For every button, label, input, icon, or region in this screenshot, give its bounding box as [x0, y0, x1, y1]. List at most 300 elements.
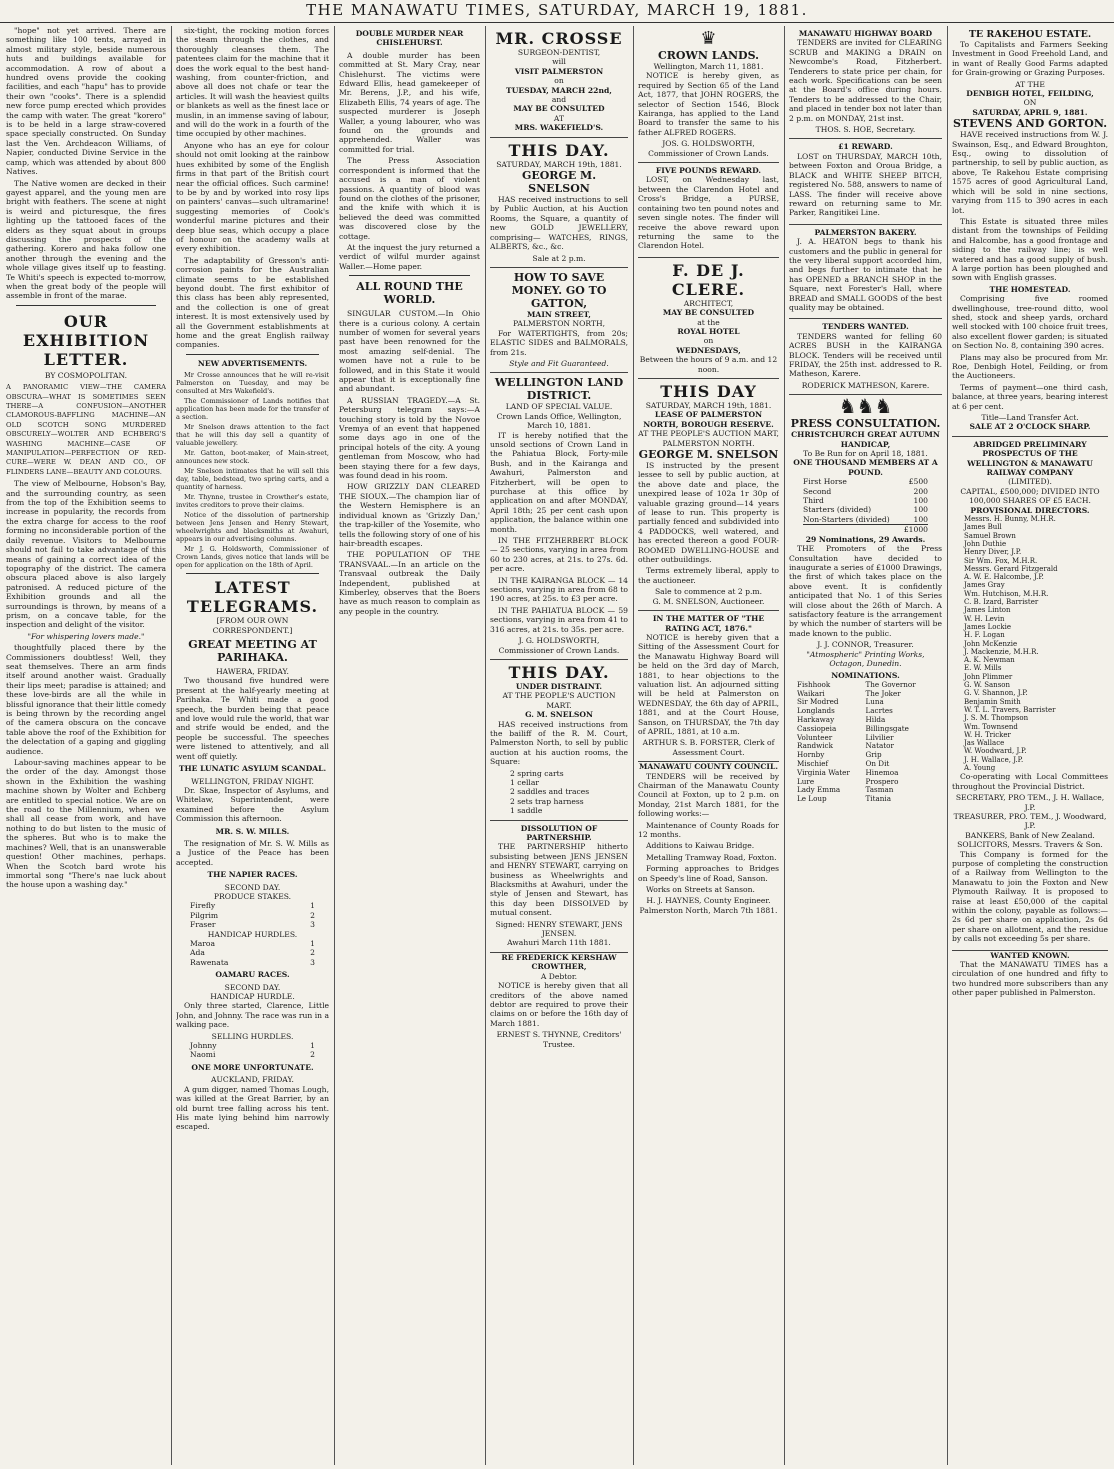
ad-summary: The Commissioner of Lands notifies that application has been made for the transfer of a section. [176, 397, 329, 422]
five-pounds-reward-ad [638, 163, 779, 258]
ad-body: HAS received instructions from the bailiff of the R. M. Court, Palmerston North, to sell by public auction at his auction rooms, the Square: [490, 719, 628, 767]
signer: ARTHUR S. B. FORSTER, Clerk of Assessment Court. [642, 738, 775, 757]
ad-body: TENDERS are invited for CLEARING SCRUB and MAKING a DRAIN on Newcombe's Road, Fitzherbert. Tenderers to state price per chain, for each work. Specifications can be seen at the Board's office during hours. Tenders to be addressed to the Chair, and placed in tender box not later than 2 p.m. on MONDAY, 21st inst. [789, 38, 942, 123]
column-rule [947, 26, 948, 1465]
clere-name: F. DE J. CLERE. [671, 260, 746, 299]
signer-role: Commissioner of Crown Lands. [648, 148, 769, 158]
article-paragraph: Anyone who has an eye for colour should not omit looking at the rainbow hues exhibited by some of the English firms in that part of the British court near the official offices. Such carmine! to be by and by worked into rosy lips on painters' canvas—such ultramarine! suggesting memories of Cook's wonderful marine pictures and their deep blue seas, which occupy a place of honour on the academy walls at every exhibition. [176, 140, 329, 254]
work-item: Forming approaches to Bridges on Speedy's line of Road, Sanson. [638, 864, 779, 883]
nomination: Titania [865, 794, 891, 804]
ad-body: This Estate is situated three miles distant from the townships of Feilding and Halcombe, has a good frontage and siding to the railway line; is well watered and has a good supply of bush. A large portion has been ploughed and sown with English grasses. [952, 216, 1108, 283]
nomination: Prospero [865, 776, 899, 786]
nomination: Le Loup [797, 794, 827, 804]
prize-table [789, 477, 942, 534]
ad-body: Terms of payment—one third cash, balance, at three years, bearing interest at 6 per cent. [952, 382, 1108, 411]
land-block: IN THE FITZHERBERT BLOCK — 25 sections, varying in area from 60 to 230 acres, at 21s. to 27s. 6d. per acre. [490, 536, 628, 574]
meeting-heading: GREAT MEETING AT PARIHAKA. [188, 638, 317, 665]
column-6 [789, 26, 942, 1465]
director: C. B. Izard, Barrister [964, 598, 1039, 607]
signer: H. J. HAYNES, County Engineer. [646, 896, 771, 906]
prize-row: Third 100 [803, 496, 928, 506]
clere-ad [638, 258, 779, 379]
column-rule [633, 26, 634, 1465]
divider [16, 305, 156, 306]
signer: J. J. CONNOR, Treasurer. [817, 640, 914, 650]
press-members: ONE THOUSAND MEMBERS AT A POUND. [793, 458, 938, 477]
work-item: Works on Streets at Sanson. [646, 885, 755, 895]
nominations-heading: NOMINATIONS. [831, 671, 900, 681]
column-7 [952, 26, 1108, 1465]
rakehou-estate-ad [952, 26, 1108, 437]
director: J. H. Wallace, J.P. [964, 755, 1024, 764]
article-paragraph: The adaptability of Gresson's anti-corrosion paints for the Australian climate seems to be established beyond doubt. The first exhibitor of this class has been ably represented, and the collection is one of great interest. It is most extensively used by all the Government establishments at home and the great English railway companies. [176, 255, 329, 350]
divider [349, 275, 470, 276]
ad-body: LOST on THURSDAY, MARCH 10th, between Foxton and Oroua Bridge, a BLACK and WHITE SHEEP BITCH, registered No. 588, answers to name of LASS. The finder will receive above reward on returning same to Mr. Parker, Rangitikei Line. [789, 151, 942, 218]
ad-line: on [703, 336, 714, 346]
nomination: Volunteer [797, 732, 833, 742]
nomination: Virginia Water [797, 767, 850, 777]
nomination: Natator [865, 741, 894, 751]
directors-heading: PROVISIONAL DIRECTORS. [970, 505, 1090, 515]
article-paragraph: SINGULAR CUSTOM.—In Ohio there is a curious colony. A certain number of women for several years past have been renowned for the most amazing self-denial. The women have not a rule to be followed, and in this State it would appear that it is exceptionally fine and abundant. [339, 309, 480, 394]
ad-body: THE PARTNERSHIP hitherto subsisting between JENS JENSEN and HENRY STEWART, carrying on business as Wheelwrights and Blacksmiths at Awahuri, under the style of Jensen and Stewart, has this day been DISSOLVED by mutual consent. [490, 842, 628, 918]
ad-summary: Mr Crosse announces that he will re-visit Palmerston on Tuesday, and may be consulted at Mrs Wakefield's. [176, 371, 329, 396]
item: 2 spring carts [510, 768, 564, 778]
dissolution-ad [490, 821, 628, 953]
ad-line: (LIMITED). [1008, 477, 1052, 487]
ad-sale-time: Sale at 2 p.m. [532, 253, 586, 263]
nomination: Mischief [797, 758, 829, 768]
telegrams-sub: [FROM OUR OWN CORRESPONDENT.] [212, 616, 293, 635]
murder-heading: DOUBLE MURDER NEAR CHISLEHURST. [355, 29, 464, 48]
nomination: Hornby [797, 750, 825, 760]
work-item: Additions to Kaiwau Bridge. [646, 841, 755, 851]
wanted-heading: WANTED KNOWN. [990, 950, 1070, 960]
ad-summary: Mr Snelson intimates that he will sell this day, table, bedstead, two spring carts, and a quantity of harness. [176, 467, 329, 492]
press-consultation-ad [789, 395, 942, 804]
director: James Lockie [964, 622, 1011, 631]
ad-line: MRS. WAKEFIELD'S. [514, 123, 604, 133]
prize-row: Second 200 [803, 486, 928, 496]
article-paragraph: six-tight, the rocking motion forces the steam through the clothes, and thoroughly cleanses them. The patentees claim for the machine that it does the work equal to the best hand-washing, from counter-friction, and above all does not chafe or tear the articles. It will wash the heaviest quilts or blankets as well as the finest lace or muslin, in an immense saving of labour, and will do the work in a fourth of the time occupied by other machines. [176, 26, 329, 139]
ad-line: BANKERS, Bank of New Zealand. [965, 830, 1095, 840]
bakery-heading: PALMERSTON BAKERY. [814, 227, 917, 237]
director: Henry Diver, J.P. [964, 548, 1022, 557]
dateline: WELLINGTON, FRIDAY NIGHT. [191, 776, 314, 786]
company-name: WELLINGTON & MANAWATU RAILWAY COMPANY [967, 458, 1093, 478]
article-paragraph: "hope" not yet arrived. There are something like 100 tents, arrayed in almost military style, beside numerous huts and buildings available for accommodation. A row of about a hundred ovens provide the cooking facilities, and each "hapu" has to provide their own "cooks". There is a splendid new force pump erected which provides the camp with water. The great "korero" is to be held in a large straw-covered space specially constructed. On Sunday last the Ven. Archdeacon Williams, of Napier, conducted Divine Service in the camp, which was attended by about 800 Natives. [6, 26, 166, 177]
wanted-known-ad [952, 951, 1108, 998]
ad-body: TENDERS wanted for felling 60 ACRES BUSH in the KAIRANGA BLOCK. Tenders will be received until FRIDAY, the 25th inst. addressed to R. Matheson, Karere. [789, 331, 942, 379]
ad-line: Title—Land Transfer Act. [981, 413, 1079, 423]
ad-body: This Company is formed for the purpose of completing the construction of a Railway from Wellington to the Manawatu to join the Foxton and New Plymouth Railway. It is proposed to raise at least £50,000 of the capital within the colony, payable as follows:—2s 6d per share on application, 2s 6d per share on allotment, and the residue by calls not exceeding 5s per share. [952, 849, 1108, 944]
ad-line: MAY BE CONSULTED [662, 308, 755, 318]
ad-line: MAY BE CONSULTED [513, 104, 605, 114]
homestead-heading: THE HOMESTEAD. [989, 284, 1071, 294]
land-block: IN THE KAIRANGA BLOCK — 14 sections, varying in area from 68 to 190 acres, at 25s. to £3 per acre. [490, 575, 628, 604]
ad-body: THE Promoters of the Press Consultation have decided to inaugurate a series of £1000 Drawings, the first of which takes place on the above event. It is confidently anticipated that No. 1 of this Series will close about the 26th of March. A satisfactory feature is the arrangement by which the number of starters will be made known to the public. [789, 544, 942, 638]
nomination: Longlands [797, 706, 835, 716]
ad-line: will [552, 57, 566, 67]
nomination: Luna [865, 697, 884, 707]
ad-date: SATURDAY, MARCH 19th, 1881. [496, 159, 622, 169]
jewellery-ad [490, 138, 628, 268]
ad-body: LOST, on Wednesday last, between the Clarendon Hotel and Cross's Bridge, a PURSE, containing two ten pound notes and seven single notes. The finder will receive the above reward upon returning the same to the Clarendon Hotel. [638, 175, 779, 251]
nomination: Harkaway [797, 714, 835, 724]
crown-lands-ad [638, 26, 779, 163]
crosse-ad [490, 26, 628, 138]
article-paragraph: Only three started, Clarence, Little John, and Johnny. The race was run in a walking pace. [176, 1001, 329, 1030]
ad-line: TREASURER, PRO. TEM., J. Woodward, J.P. [953, 811, 1107, 831]
race-result-row: Fraser 3 [190, 920, 315, 930]
ad-date: Palmerston North, March 7th 1881. [639, 905, 778, 915]
crosse-title: SURGEON-DENTIST, [517, 48, 601, 57]
article-paragraph: Dr. Skae, Inspector of Asylums, and Whitelaw, Superintendent, were examined before the Asylum Commission this afternoon. [176, 785, 329, 824]
ad-body: NOTICE is hereby given that a Sitting of the Assessment Court for the Manawatu Highway Board will be held on the 3rd day of March, 1881, to hear objections to the valuation list. An adjourned sitting will be held at Palmerston on WEDNESDAY, the 6th day of APRIL, 1881, and at the Court House, Sanson, on THURSDAY, the 7th day of APRIL, 1881, at 10 a.m. [638, 632, 779, 736]
this-day-heading: THIS DAY [660, 381, 757, 401]
nominations-list [789, 681, 942, 804]
article-paragraph: The Native women are decked in their gayest apparel, and the young men are bright with feathers. The scene at night is weird and picturesque, the fires lighting up the tattooed faces of the elders as they squat about in groups discussing the prospects of the gathering. Korero and haka follow one another through the evening and the whole village gives itself up to feasting. Te Whiti's speech is expected to-morrow, when the great body of the people will assemble in front of the marae. [6, 178, 166, 301]
signer: JOS. G. HOLDSWORTH, [662, 139, 755, 149]
race-results [176, 939, 329, 967]
distraint-heading: UNDER DISTRAINT. [515, 681, 603, 691]
director: John McKenzie [964, 639, 1018, 648]
article-paragraph: A double murder has been committed at St. Mary Cray, near Chislehurst. The victims were Edward Ellis, head gamekeeper of Mr. Berens, J.P., and his wife, Elizabeth Ellis, 74 years of age. The suspected murderer is Joseph Waller, a young labourer, who was found on the grounds and apprehended. Waller was committed for trial. [339, 50, 480, 154]
ad-body: Comprising five roomed dwellinghouse, tree-round ditto, wool shed, stock and sheep yards, orchard well stocked with 100 choice fruit trees, also excellent flower garden; is situated on Section No. 8, containing 390 acres. [952, 294, 1108, 351]
auctioneer-name: STEVENS AND GORTON. [952, 117, 1108, 131]
work-item: Maintenance of County Roads for 12 months. [638, 820, 779, 840]
ad-line: PALMERSTON NORTH, [512, 319, 606, 329]
director: W. H. Tricker [964, 730, 1011, 739]
nominations-count: 29 Nominations, 29 Awards. [805, 534, 926, 544]
rating-heading: IN THE MATTER OF "THE RATING ACT, 1876." [652, 614, 765, 633]
telegrams-heading: LATEST TELEGRAMS. [186, 578, 319, 617]
ad-date: To Be Run for on April 18, 1881. [803, 449, 928, 459]
nomination: Hinemoa [865, 767, 899, 777]
article-paragraph: THE POPULATION OF THE TRANSVAAL.—In an article on the Transvaal outbreak the Daily Independent, published at Kimberley, observes that the Boers have as much reason to complain as any people in the country. [339, 550, 480, 616]
lunatic-heading: THE LUNATIC ASYLUM SCANDAL. [178, 764, 327, 774]
ad-line: VISIT PALMERSTON [514, 66, 604, 76]
prize-row: Non-Starters (divided) 100 [803, 514, 928, 524]
council-heading: MANAWATU COUNTY COUNCIL. [639, 762, 778, 772]
director: W. T. L. Travers, Barrister [964, 705, 1056, 714]
column-5 [638, 26, 779, 1465]
mills-heading: MR. S. W. MILLS. [215, 826, 290, 836]
race-event: HANDICAP HURDLE. [210, 992, 295, 1002]
masthead: THE MANAWATU TIMES, SATURDAY, MARCH 19, 1881. [0, 0, 1114, 23]
signer-role: Commissioner of Crown Lands. [498, 645, 620, 655]
article-paragraph: A gum digger, named Thomas Lough, was killed at the Great Barrier, by an old burnt tree falling across his tent. His mate lying behind him narrowly escaped. [176, 1084, 329, 1132]
reward-heading: FIVE POUNDS REWARD. [655, 166, 762, 176]
new-ads-heading: NEW ADVERTISEMENTS. [197, 358, 308, 368]
nomination: Tasman [865, 785, 894, 795]
highway-board-ad [789, 26, 942, 139]
race-result-row: Maroa 1 [190, 939, 315, 948]
item: 1 cellar [510, 777, 540, 787]
ad-line: ROYAL HOTEL [677, 326, 740, 336]
lease-ad [638, 379, 779, 611]
director: Messrs. H. Bunny, M.H.R. [964, 515, 1056, 524]
director: A. K. Newman [964, 656, 1015, 665]
race-result-row: Naomi 2 [190, 1050, 315, 1060]
director: Wm. Townsend [964, 722, 1018, 731]
new-ads-list [176, 371, 329, 569]
bakery-ad [789, 225, 942, 320]
column-3 [339, 26, 480, 1465]
director: A. W. E. Halcombe, J.P. [964, 573, 1044, 582]
signer: ERNEST S. THYNNE, Creditors' Trustee. [496, 1030, 622, 1049]
divider [186, 354, 319, 355]
race-event: SELLING HURDLES. [211, 1031, 294, 1041]
races-heading: OAMARU RACES. [215, 970, 290, 980]
ad-body: For WATERTIGHTS, from 20s; ELASTIC SIDES and BALMORALS, from 21s. [490, 328, 628, 357]
ad-summary: Notice of the dissolution of partnership between Jens Jensen and Henry Stewart, wheelwrights and blacksmiths at Awahuri, appears in our advertising columns. [176, 511, 329, 544]
director: Wm. Hutchison, M.H.R. [964, 589, 1049, 598]
race-event: HANDICAP HURDLES. [207, 929, 298, 939]
reward-heading: £1 REWARD. [838, 142, 893, 152]
ad-summary: Mr. Thynne, trustee in Crowther's estate, invites creditors to prove their claims. [176, 493, 329, 510]
director: James Gray [964, 581, 1005, 590]
column-rule [171, 26, 172, 1465]
county-council-ad [638, 762, 779, 915]
column-rule [784, 26, 785, 1465]
director: James Linton [964, 606, 1011, 615]
divider [186, 573, 319, 574]
press-heading: PRESS CONSULTATION. [790, 417, 941, 431]
item: 1 saddle [510, 806, 543, 816]
ad-line: "Atmospheric" Printing Works, Octagon, Dunedin. [806, 649, 925, 668]
ad-date: Crown Lands Office, Wellington, March 10, 1881. [496, 411, 622, 431]
ad-summary: Mr J. G. Holdsworth, Commissioner of Crown Lands, gives notice that lands will be open for application on the 18th of April. [176, 545, 329, 570]
dateline: HAWERA, FRIDAY. [216, 667, 289, 677]
nomination: Cassiopeia [797, 723, 837, 733]
ad-line: AT THE PEOPLE'S AUCTION MART. [502, 691, 616, 710]
race-result-row: Ada 2 [190, 948, 315, 958]
race-day: SECOND DAY. [224, 882, 281, 892]
director: Benjamin Smith [964, 697, 1021, 706]
race-results [176, 1041, 329, 1060]
ad-body: TENDERS will be received by Chairman of the Manawatu County Council at Foxton, up to 2 p.m. on Monday, 21st March 1881, for the following works:— [638, 771, 779, 819]
director: G. W. Sanson [964, 681, 1011, 690]
column-rule [485, 26, 486, 1465]
ad-sale-time: SALE AT 2 O'CLOCK SHARP. [969, 422, 1091, 432]
director: John Plimmer [964, 672, 1013, 681]
race-result-row: Rawenata 3 [190, 957, 315, 967]
tenders-heading: TENDERS WANTED. [822, 322, 909, 332]
nomination: Lure [797, 776, 815, 786]
ad-summary: Mr. Gatton, boot-maker, of Main-street, announces new stock. [176, 449, 329, 466]
article-paragraph: HOW GRIZZLY DAN CLEARED THE SIOUX.—The champion liar of the Western Hemisphere is an individual known as 'Grizzly Dan,' the trap-killer of the Yosemite, who tells the following story of one of his hair-breadth escapes. [339, 482, 480, 548]
nomination: Billingsgate [865, 723, 909, 733]
ad-body: IS instructed by the present lessee to sell by public auction, at the above date and place, the unexpired lease of 102a 1r 30p of valuable grazing ground—14 years of lease to run. This property is partially fenced and subdivided into 4 PADDOCKS, well watered, and has erected thereon a good FOUR-ROOMED DWELLING-HOUSE and other outbuildings. [638, 461, 779, 565]
nomination: Lady Emma [797, 785, 841, 795]
race-day: SECOND DAY. [224, 982, 281, 992]
nomination: On Dit [865, 758, 890, 768]
ad-body: Terms extremely liberal, apply to the auctioneer. [638, 566, 779, 585]
lease-heading: LEASE OF PALMERSTON NORTH, BOROUGH RESERVE. [643, 410, 774, 429]
article-paragraph: The view of Melbourne, Hobson's Bay, and the surrounding country, as seen from the top of the Exhibition seems to increase in popularity, the records from the extra charge for access to the roof forming no inconsiderable portion of the daily revenue. Visitors to Melbourne should not fail to take advantage of this means of gaining a correct idea of the topography of the district. The camera obscura placed above is also largely patronised. A reduced picture of the Exhibition grounds and all the surroundings is thrown, by means of a prism, on a concave table, for the inspection and delight of the visitor. [6, 479, 166, 630]
ad-line: Between the hours of 9 a.m. and 12 noon. [639, 355, 778, 374]
highway-heading: MANAWATU HIGHWAY BOARD [798, 29, 933, 38]
ad-line: DENBIGH HOTEL, FEILDING, [966, 89, 1094, 99]
article-paragraph: The Press Association correspondent is informed that the accused is a man of violent passions. A quantity of blood was found on the clothes of the prisoner, and the knife with which it is believed the deed was committed was discovered close by the cottage. [339, 156, 480, 241]
railway-prospectus-ad [952, 437, 1108, 951]
ad-tagline: Style and Fit Guaranteed. [509, 358, 609, 368]
gatton-heading: HOW TO SAVE MONEY. GO TO GATTON, [511, 270, 607, 310]
director: G. V. Shannon, J.P. [964, 689, 1028, 698]
dissolution-heading: DISSOLUTION OF PARTNERSHIP. [520, 823, 598, 842]
ad-summary: Mr Snelson draws attention to the fact that he will this day sell a quantity of valuable jewellery. [176, 423, 329, 448]
ad-line: on [554, 76, 564, 86]
ad-line: A Debtor. [540, 971, 578, 981]
byline: BY COSMOPOLITAN. [44, 370, 128, 380]
exhibition-letter-heading: OUR EXHIBITION LETTER. [22, 311, 150, 369]
race-result-row: Firefly 1 [190, 901, 315, 911]
ad-body: Co-operating with Local Committees throughout the Provincial District. [952, 772, 1108, 791]
column-rule [334, 26, 335, 1465]
article-paragraph: Labour-saving machines appear to be the order of the day. Amongst those shown in the Exhibition the washing machine shown by Wolter and Echberg are entitled to special notice. We are on the road to the Millennium, when we shall all cease from work, and have nothing to do but listen to the music of the spheres. But who is to make the machines? Well, that is an unanswerable question! Other machines, perhaps. When the Scotch bard wrote his immortal song "There's nae luck about the house upon a washing day." [6, 758, 166, 890]
director: H. F. Logan [964, 631, 1005, 640]
ad-line: at the [697, 317, 720, 327]
signer: THOS. S. HOE, Secretary. [815, 125, 916, 135]
land-heading: WELLINGTON LAND DISTRICT. [494, 376, 624, 403]
item: 2 sets trap harness [510, 796, 584, 806]
ad-body: To Capitalists and Farmers Seeking Investment in Good Freehold Land, and in want of Really Good Farms adapted for Grain-growing or Grazing Purposes. [952, 40, 1108, 78]
ad-body: Plans may also be procured from Mr. Roe, Denbigh Hotel, Feilding, or from the Auctioneers. [952, 352, 1108, 381]
nomination: Waikari [797, 688, 825, 698]
racehorse-icon: ♞♞♞ [838, 394, 893, 419]
signer: J. G. HOLDSWORTH, [518, 636, 600, 646]
director: James Bull [964, 523, 1002, 532]
race-result-row: Pilgrim 2 [190, 910, 315, 920]
item-list [490, 769, 628, 816]
director: J. Mackenzie, M.H.R. [964, 647, 1039, 656]
director: A. Young [964, 764, 996, 772]
ad-line: TUESDAY, MARCH 22nd, [506, 85, 612, 95]
article-paragraph: At the inquest the jury returned a verdict of wilful murder against Waller.—Home paper. [339, 242, 480, 271]
auctioneer-name: GEORGE M. SNELSON [521, 169, 597, 196]
rakehou-heading: TE RAKEHOU ESTATE. [968, 29, 1092, 40]
ad-body: J. A. HEATON begs to thank his customers and the public in general for the very liberal support accorded him, and begs further to intimate that he has OPENED a BRANCH SHOP in the Square, next Forester's Hall, where BREAD and SMALL GOODS of the best quality may be obtained. [789, 237, 942, 312]
nomination: The Joker [865, 688, 901, 698]
signer: Signed: HENRY STEWART, JENS JENSEN. [495, 919, 623, 939]
ad-body: HAVE received instructions from W. J. Swainson, Esq., and Edward Broughton, Esq., owing to dissolution of partnership, to sell by public auction, as above, Te Rakehou Estate comprising 1575 acres of good Agricultural Land, which will be sold in nine sections, varying from 115 to 390 acres in each lot. [952, 130, 1108, 215]
ad-date: SATURDAY, APRIL 9, 1881. [972, 107, 1088, 117]
ad-line: and [551, 95, 567, 105]
ad-line: SOLICITORS, Messrs. Travers & Son. [957, 840, 1103, 850]
ad-body: IT is hereby notified that the unsold sections of Crown Land in the Pahiatua Block, Forty-mile Bush, and in the Kairanga and Awahuri, Palmerston and Fitzherbert, will be open to purchase at this office by application on and after MONDAY, April 18th; 25 per cent cash upon application, the balance within one month. [490, 430, 628, 534]
ad-line: AT THE PEOPLE'S AUCTION MART, PALMERSTON NORTH. [638, 429, 779, 448]
crown-heading: CROWN LANDS. [658, 49, 759, 62]
nomination: Lacrtes [865, 706, 893, 716]
unfortunate-heading: ONE MORE UNFORTUNATE. [191, 1062, 314, 1072]
royal-crest-icon: ♛ [700, 28, 717, 49]
world-heading: ALL ROUND THE WORLD. [356, 280, 463, 307]
nomination: Randwick [797, 741, 833, 751]
ad-body: HAS received instructions to sell by Public Auction, at his Auction Rooms, the Square, a quantity of new GOLD JEWELLERY, comprising— WATCHES, RINGS, ALBERTS, &c., &c. [490, 195, 628, 252]
nomination: Hilda [865, 714, 886, 724]
ad-date: Awahuri March 11th 1881. [507, 938, 611, 948]
crowther-ad [490, 953, 628, 1049]
ad-line: AT [553, 113, 565, 123]
ad-line: MAIN STREET, [527, 309, 591, 319]
crosse-name: MR. CROSSE [495, 29, 623, 48]
gatton-ad [490, 268, 628, 373]
race-results [176, 901, 329, 929]
work-item: Metalling Tramway Road, Foxton. [646, 852, 777, 862]
director: Samuel Brown [964, 531, 1016, 540]
auctioneer-name: G. M. SNELSON [525, 710, 593, 720]
press-sub: CHRISTCHURCH GREAT AUTUMN HANDICAP, [791, 430, 940, 449]
ad-date: SATURDAY, MARCH 19th, 1881. [645, 400, 772, 410]
prize-row: Starters (divided) 100 [803, 505, 928, 515]
column-1 [6, 26, 166, 1465]
land-district-ad [490, 373, 628, 660]
tenders-ad [789, 319, 942, 395]
ad-line: SECRETARY, PRO TEM., J. H. Wallace, J.P. [955, 793, 1105, 812]
director: Jas Wallace [964, 739, 1005, 748]
distraint-ad [490, 660, 628, 821]
ad-body: NOTICE is hereby given, as required by Section 65 of the Land Act, 1877, that JOHN ROGERS, the selector of Section 1546, Block Kairanga, has applied to the Land Board to transfer the same to his father ALFRED ROGERS. [638, 71, 779, 137]
clere-title: ARCHITECT, [683, 298, 734, 308]
article-paragraph: thoughtfully placed there by the Commissioners doubtless! Well, they seat themselves. There an arm finds itself around another waist. Gradually their lips meet; paradise is attained; and these love-birds are all the while in blissful ignorance that their little comedy is being thrown by the recording angel of the camera obscura on the concave table above the roof of the Exhibition for the delectation of a gaping and giggling audience. [6, 643, 166, 756]
director: W. H. Levin [964, 614, 1005, 623]
ad-body: That the MANAWATU TIMES has a circulation of one hundred and fifty to two hundred more subscribers than any other paper published in Palmerston. [952, 960, 1108, 998]
land-sub: LAND OF SPECIAL VALUE. [505, 402, 613, 412]
crowther-heading: RE FREDERICK KERSHAW CROWTHER, [501, 952, 617, 972]
dateline: AUCKLAND, FRIDAY. [211, 1075, 294, 1085]
race-result-row: Johnny 1 [190, 1041, 315, 1051]
ad-sale-time: Sale to commence at 2 p.m. [654, 587, 762, 597]
ad-line: CAPITAL, £500,000; DIVIDED INTO 100,000 SHARES OF £5 EACH. [960, 486, 1100, 506]
this-day-heading: THIS DAY. [508, 662, 610, 682]
prize-row: First Horse £500 [803, 477, 928, 487]
nomination: Sir Modred [797, 697, 839, 707]
article-paragraph: A RUSSIAN TRAGEDY.—A St. Petersburg telegram says:—A touching story is told by the Novoe Vremya of an event that happened some days ago in one of the principal hotels of the city. A young gentleman from Moscow, who had been staying there for a few days, was found dead in his room. [339, 395, 480, 481]
prospectus-heading: ABRIDGED PRELIMINARY PROSPECTUS OF THE [973, 439, 1087, 459]
director: Sir Wm. Fox, M.H.R. [964, 556, 1038, 565]
races-heading: THE NAPIER RACES. [207, 870, 298, 880]
item: 2 saddles and traces [510, 787, 590, 797]
director: W. Woodward, J.P. [964, 747, 1027, 756]
race-event: PRODUCE STAKES. [213, 891, 292, 901]
ad-line: ON [1023, 98, 1037, 108]
director: J. S. M. Thompson [964, 714, 1029, 723]
nomination: Lilvilier [865, 732, 894, 742]
column-4 [490, 26, 628, 1465]
one-pound-reward-ad [789, 139, 942, 224]
quote: "For whispering lovers made." [27, 631, 145, 641]
ad-line: WEDNESDAYS, [676, 345, 741, 355]
ad-date: Wellington, March 11, 1881. [653, 62, 764, 71]
director: John Duthie [964, 539, 1007, 548]
article-paragraph: Two thousand five hundred were present at the half-yearly meeting at Parihaka. Te Whiti made a good speech, the burden being that peace and love would rule the world, that war and strife would be ended, and the people be successful. The speeches were listened to attentively, and all went off quietly. [176, 676, 329, 761]
ad-body: NOTICE is hereby given that all creditors of the above named debtor are required to prove their claims on or before the 16th day of March 1881. [490, 981, 628, 1028]
nomination: The Governor [865, 679, 916, 689]
column-2 [176, 26, 329, 1465]
nomination: Fishhook [797, 679, 831, 689]
prize-total: £1000 [803, 524, 928, 534]
signer: RODERICK MATHESON, Karere. [801, 380, 930, 390]
land-block: IN THE PAHIATUA BLOCK — 59 sections, varying in area from 41 to 316 acres, at 21s. to 35s. per acre. [490, 605, 628, 634]
director: E. W. Mills [964, 664, 1002, 673]
director: Messrs. Gerard Fitzgerald [964, 564, 1058, 573]
auctioneer-name: GEORGE M. SNELSON [638, 448, 779, 461]
rating-act-ad [638, 611, 779, 762]
ad-line: AT THE [1015, 79, 1045, 89]
this-day-heading: THIS DAY. [508, 140, 610, 160]
article-paragraph: The resignation of Mr. S. W. Mills as a Justice of the Peace has been accepted. [176, 838, 329, 867]
